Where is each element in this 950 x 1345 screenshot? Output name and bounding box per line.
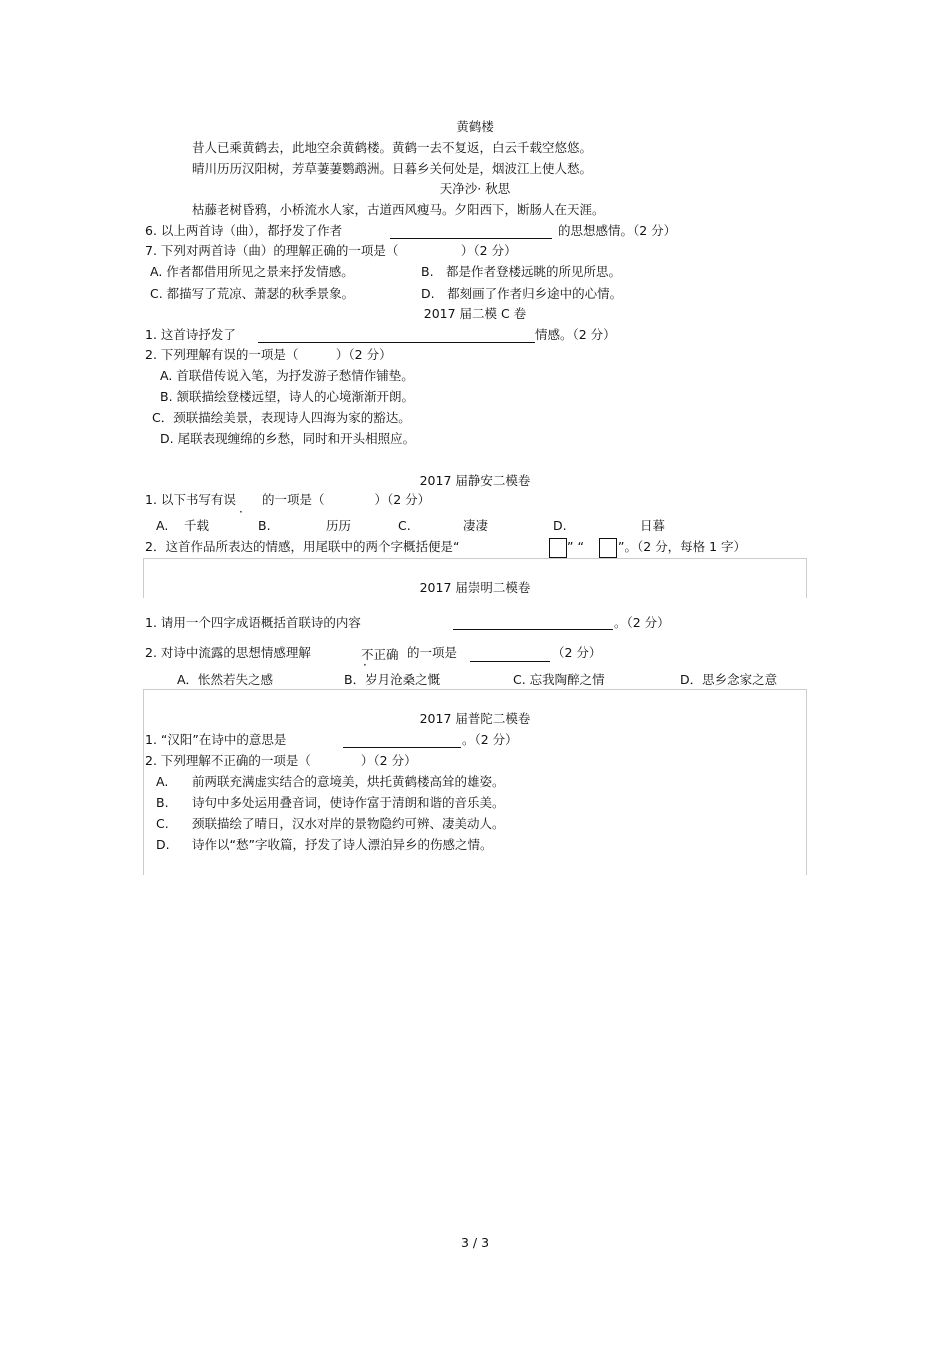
option: C. 忘我陶醉之情: [513, 672, 605, 687]
question-text: 的一项是: [407, 645, 458, 660]
option-label: A.: [156, 518, 169, 533]
option: A. 作者都借用所见之景来抒发情感。: [150, 264, 354, 279]
option: 日暮: [640, 518, 666, 533]
page-number: 3 / 3: [460, 1235, 490, 1250]
section-heading: 2017 届普陀二模卷: [419, 711, 531, 726]
option: B. 颔联描绘登楼远望，诗人的心境渐渐开朗。: [160, 389, 415, 404]
option-label: D.: [156, 837, 170, 852]
option: D. 都刻画了作者归乡途中的心情。: [421, 286, 623, 301]
option: C．颈联描绘美景，表现诗人四海为家的豁达。: [152, 410, 411, 425]
question-text: 。（2 分）: [462, 732, 518, 747]
answer-blank[interactable]: [258, 342, 535, 343]
option: C. 都描写了荒凉、萧瑟的秋季景象。: [150, 286, 355, 301]
question-text: 情感。（2 分）: [535, 327, 616, 342]
question-text: 2. 对诗中流露的思想情感理解: [145, 645, 311, 660]
question-text: 6. 以上两首诗（曲），都抒发了作者: [145, 223, 343, 238]
emphasis-dot: ·: [239, 505, 243, 519]
answer-blank[interactable]: [453, 629, 613, 630]
option: 颈联描绘了晴日，汉水对岸的景物隐约可辨、凄美动人。: [192, 816, 505, 831]
question-text: （2 分）: [552, 645, 602, 660]
question-text: 2．这首作品所表达的情感，用尾联中的两个字概括便是“: [145, 539, 460, 554]
answer-box[interactable]: [549, 538, 567, 558]
option: D．思乡念家之意: [680, 672, 778, 687]
option: 凄凄: [463, 518, 489, 533]
answer-blank[interactable]: [470, 661, 550, 662]
option-label: D.: [553, 518, 567, 533]
question-text: 1. 以下书写有误: [145, 492, 236, 507]
option: B．岁月沧桑之慨: [344, 672, 441, 687]
section-heading: 2017 届二模 C 卷: [423, 306, 527, 321]
option-label: A.: [156, 774, 169, 789]
answer-blank[interactable]: [343, 747, 461, 748]
section-heading: 2017 届静安二模卷: [419, 473, 531, 488]
option: 诗作以“愁”字收篇，抒发了诗人漂泊异乡的伤感之情。: [192, 837, 493, 852]
option-label: B.: [258, 518, 271, 533]
question-text: 7. 下列对两首诗（曲）的理解正确的一项是（ ）（2 分）: [145, 243, 517, 258]
option: 前两联充满虚实结合的意境美，烘托黄鹤楼高耸的雄姿。: [192, 774, 505, 789]
option: A．怅然若失之感: [177, 672, 274, 687]
answer-box[interactable]: [599, 538, 617, 558]
question-text: 1. 请用一个四字成语概括首联诗的内容: [145, 615, 361, 630]
section-heading: 2017 届崇明二模卷: [419, 580, 531, 595]
question-text: 的一项是（ ）（2 分）: [262, 492, 431, 507]
poem-title: 天净沙· 秋思: [439, 181, 511, 196]
question-text: ”。（2 分，每格 1 字）: [618, 539, 747, 554]
option-label: C.: [398, 518, 411, 533]
emphasis-dot: ·: [363, 658, 367, 672]
option: D. 尾联表现缠绵的乡愁，同时和开头相照应。: [160, 431, 416, 446]
question-text: 2. 下列理解有误的一项是（ ）（2 分）: [145, 347, 392, 362]
poem-title: 黄鹤楼: [456, 119, 494, 134]
option: A. 首联借传说入笔，为抒发游子愁情作铺垫。: [160, 368, 414, 383]
option-label: B.: [156, 795, 169, 810]
option: 诗句中多处运用叠音词，使诗作富于清朗和谐的音乐美。: [192, 795, 505, 810]
question-text: 。（2 分）: [614, 615, 670, 630]
question-text: 的思想感情。（2 分）: [558, 223, 677, 238]
poem-line: 枯藤老树昏鸦，小桥流水人家，古道西风瘦马。夕阳西下，断肠人在天涯。: [192, 202, 605, 217]
frame-border: [143, 558, 807, 559]
answer-blank[interactable]: [390, 238, 552, 239]
option-label: C.: [156, 816, 169, 831]
frame-border: [143, 689, 807, 690]
poem-line: 昔人已乘黄鹤去，此地空余黄鹤楼。黄鹤一去不复返，白云千载空悠悠。: [192, 140, 593, 155]
question-text: 2. 下列理解不正确的一项是（ ）（2 分）: [145, 753, 417, 768]
emphasis-text: 不正确: [361, 647, 399, 662]
question-text: 1. 这首诗抒发了: [145, 327, 236, 342]
option: 千载: [184, 518, 210, 533]
question-text: 1. “汉阳”在诗中的意思是: [145, 732, 287, 747]
option: 历历: [326, 518, 352, 533]
option: B. 都是作者登楼远眺的所见所思。: [421, 264, 622, 279]
question-text: ” “: [567, 539, 584, 554]
poem-line: 晴川历历汉阳树，芳草萋萋鹦鹉洲。日暮乡关何处是，烟波江上使人愁。: [192, 161, 593, 176]
